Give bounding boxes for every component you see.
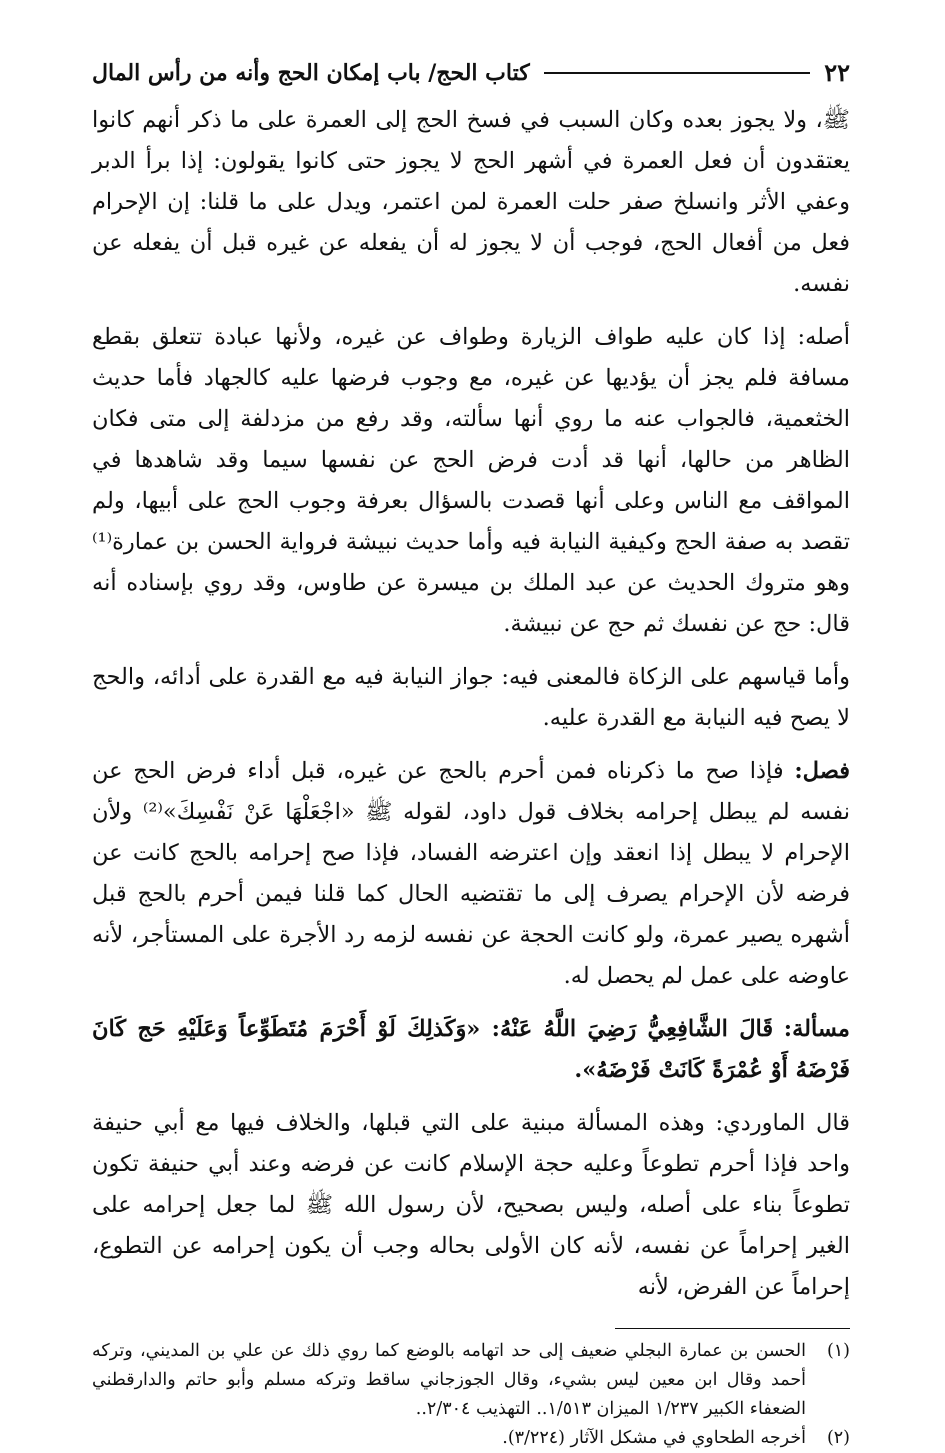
paragraph	[92, 100, 850, 305]
paragraph-text: فإذا صح ما ذكرناه فمن أحرم بالحج عن غيره، قبل أداء فرض الحج عن نفسه لم يبطل إحرامه بخلاف قول داود، لقوله ﷺ «اجْعَلْهَا عَنْ نَفْسِكَ»⁽²⁾ ولأن الإحرام لا يبطل إذا انعقد وإن اعترضه الفساد، فإذا صح إحرامه بالحج كانت عن فرضه لأن الإحرام يصرف إلى ما تقتضيه الحال كما قلنا فيمن أحرم بالحج قبل أشهره يصير عمرة، ولو كانت الحجة عن نفسه لزمه رد الأجرة على المستأجر، لأنه عاوضه على عمل لم يحصل له.	[92, 758, 850, 989]
running-title: كتاب الحج/ باب إمكان الحج وأنه من رأس المال	[92, 60, 530, 86]
paragraph-text: قال الماوردي: وهذه المسألة مبنية على التي قبلها، والخلاف فيها مع أبي حنيفة واحد فإذا أحرم تطوعاً وعليه حجة الإسلام كانت عن فرضه وعند أبي حنيفة تكون تطوعاً بناء على أصله، وليس بصحيح، لأن رسول الله ﷺ لما جعل إحرامه على الغير إحراماً عن نفسه، لأنه كان الأولى بحاله وجب أن يكون إحرامه عن التطوع، إحراماً عن الفرض، لأنه	[92, 1110, 850, 1300]
footnote	[92, 1424, 850, 1453]
section-label: فصل:	[794, 758, 850, 784]
paragraph	[92, 1009, 850, 1091]
body-text	[92, 100, 850, 1308]
footnote-rule	[615, 1328, 850, 1329]
footnote-text: الحسن بن عمارة البجلي ضعيف إلى حد اتهامه بالوضع كما روي ذلك عن علي بن المديني، وتركه أحمد وقال ابن معين ليس بشيء، وقال الجوزجاني ساقط وتركه مسلم وأبو حاتم والدارقطني الضعفاء الكبير ١/٢٣٧ الميزان ١/٥١٣.. التهذيب ٢/٣٠٤..	[92, 1341, 806, 1419]
footnotes	[92, 1337, 850, 1453]
quoted-text: قَالَ الشَّافِعِيُّ رَضِيَ اللَّهُ عَنْهُ: «وَكَذلِكَ لَوْ أَحْرَمَ مُتَطَوِّعاً وَعَلَيْهِ حَج كَانَ فَرْضَهُ أَوْ عُمْرَةً كَانَتْ فَرْضَهُ».	[92, 1016, 850, 1083]
paragraph	[92, 657, 850, 739]
page-number: ٢٢	[824, 58, 850, 87]
header-rule	[544, 72, 811, 74]
footnote	[92, 1337, 850, 1424]
paragraph	[92, 1103, 850, 1308]
footnote-text: أخرجه الطحاوي في مشكل الآثار (٣/٢٢٤).	[502, 1428, 806, 1448]
footnote-number: (١)	[826, 1341, 850, 1361]
paragraph	[92, 751, 850, 997]
paragraph-text: ﷺ، ولا يجوز بعده وكان السبب في فسخ الحج إلى العمرة على ما ذكر أنهم كانوا يعتقدون أن فعل العمرة في أشهر الحج لا يجوز حتى كانوا يقولون: إذا برأ الدبر وعفي الأثر وانسلخ صفر حلت العمرة لمن اعتمر، ويدل على ما قلنا: إن الإحرام فعل من أفعال الحج، فوجب أن لا يجوز له أن يفعله عن غيره قبل أن يفعله عن نفسه.	[92, 107, 850, 297]
paragraph-text: وأما قياسهم على الزكاة فالمعنى فيه: جواز النيابة فيه مع القدرة على أدائه، والحج لا يصح فيه النيابة مع القدرة عليه.	[92, 664, 850, 731]
paragraph	[92, 317, 850, 645]
footnote-number: (٢)	[826, 1428, 850, 1448]
running-header	[92, 58, 850, 88]
section-label: مسألة:	[783, 1016, 850, 1042]
paragraph-text: أصله: إذا كان عليه طواف الزيارة وطواف عن غيره، ولأنها عبادة تتعلق بقطع مسافة فلم يجز أن يؤديها عن غيره، مع وجوب فرضها عليه كالجهاد فأما حديث الخثعمية، فالجواب عنه ما روي أنها سألته، وقد رفع من مزدلفة إلى متى فكان الظاهر من حالها، أنها قد أدت فرض الحج عن نفسها سيما وقد شاهدها في المواقف مع الناس وعلى أنها قصدت بالسؤال بعرفة وجوب الحج على أبيها، ولم تقصد به صفة الحج وكيفية النيابة فيه وأما حديث نبيشة فرواية الحسن بن عمارة⁽¹⁾ وهو متروك الحديث عن عبد الملك بن ميسرة عن طاوس، وقد روي بإسناده أنه قال: حج عن نفسك ثم حج عن نبيشة.	[92, 324, 850, 637]
